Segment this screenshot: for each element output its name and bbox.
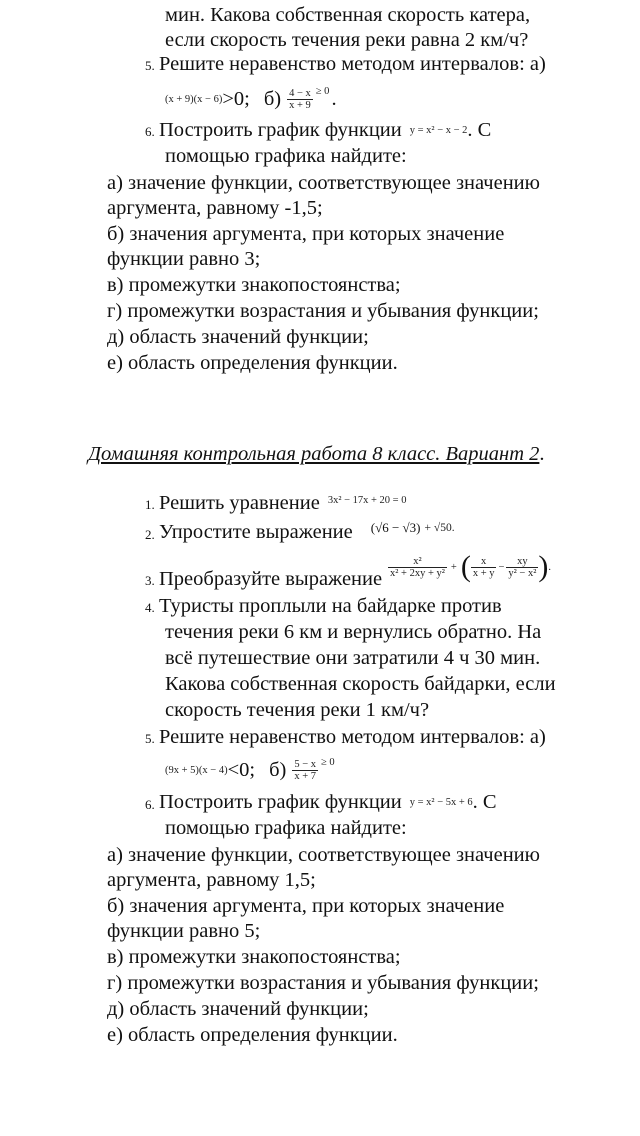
heading-text: Домашняя контрольная работа 8 класс. Вариант 2 xyxy=(88,443,540,465)
task-text: Упростите выражение xyxy=(159,521,353,543)
fraction-numerator: xy xyxy=(506,556,538,568)
fraction-numerator: x² xyxy=(388,556,447,568)
subtask-line: в) промежутки знакопостоянства; xyxy=(107,274,401,296)
minus-sign: − xyxy=(498,561,505,573)
inequality-b-relation: ≥ 0 xyxy=(315,85,330,97)
inequality-a-expression: (x + 9)(x − 6) xyxy=(165,93,223,105)
task4-line: мин. Какова собственная скорость катера, xyxy=(165,4,531,26)
subtask-line: функции равно 5; xyxy=(107,920,261,942)
task-number: 2. xyxy=(145,527,155,542)
task4-line: Какова собственная скорость байдарки, если xyxy=(165,673,556,695)
task4-line: течения реки 6 км и вернулись обратно. На xyxy=(165,621,542,643)
task-text-tail: . С xyxy=(472,791,497,813)
fraction-denominator: x + y xyxy=(472,567,495,579)
task4-line: Туристы проплыли на байдарке против xyxy=(159,595,502,617)
subtask-line: е) область определения функции. xyxy=(107,1024,398,1046)
section-heading xyxy=(88,441,545,467)
left-paren: ( xyxy=(460,550,471,583)
fraction-numerator: 4 − x xyxy=(289,87,311,99)
fraction-denominator: x + 9 xyxy=(289,99,311,111)
task-text: Построить график функции xyxy=(159,119,402,141)
task-text: Преобразуйте выражение xyxy=(159,568,383,590)
inequality-a-expression: (9x + 5)(x − 4) xyxy=(165,764,228,776)
function-formula: y = x² − 5x + 6 xyxy=(409,796,473,808)
subtask-line: а) значение функции, соответствующее значению xyxy=(107,172,540,194)
part-b-label: б) xyxy=(269,759,287,781)
task-number: 6. xyxy=(145,124,155,139)
fraction-denominator: x + 7 xyxy=(294,770,317,782)
task-text-tail: . С xyxy=(467,119,492,141)
inequality-a-relation: <0; xyxy=(227,759,256,781)
task-number: 5. xyxy=(145,58,155,73)
task-number: 3. xyxy=(145,573,155,588)
fraction-1 xyxy=(388,556,447,579)
right-paren: ) xyxy=(538,550,549,583)
task4-line: если скорость течения реки равна 2 км/ч? xyxy=(165,29,529,51)
task-number: 6. xyxy=(145,797,155,812)
equation: 3x² − 17x + 20 = 0 xyxy=(327,494,407,506)
task-text: Решите неравенство методом интервалов: а) xyxy=(159,53,546,75)
task-text: Построить график функции xyxy=(159,791,402,813)
subtask-line: функции равно 3; xyxy=(107,248,261,270)
task-text: Решите неравенство методом интервалов: а) xyxy=(159,726,546,748)
task-text: помощью графика найдите: xyxy=(165,145,407,167)
task4-line: скорость течения реки 1 км/ч? xyxy=(165,699,430,721)
plus-sign: + xyxy=(450,561,457,573)
inequality-end: . xyxy=(331,88,337,110)
subtask-line: аргумента, равному -1,5; xyxy=(107,197,323,219)
task6-first-line xyxy=(159,117,491,143)
task-number: 5. xyxy=(145,731,155,746)
expression-tail: + √50. xyxy=(424,522,455,534)
task-number: 1. xyxy=(145,497,155,512)
inequality-a-relation: >0; xyxy=(222,88,250,110)
fraction-numerator: x xyxy=(471,556,497,568)
rational-expression xyxy=(388,547,551,587)
fraction-denominator: x² + 2xy + y² xyxy=(390,567,445,579)
subtask-line: г) промежутки возрастания и убывания функции; xyxy=(107,300,539,322)
inequality-line xyxy=(165,754,335,786)
subtask-line: г) промежутки возрастания и убывания функции; xyxy=(107,972,539,994)
subtask-line: д) область значений функции; xyxy=(107,326,369,348)
task4-line: всё путешествие они затратили 4 ч 30 мин. xyxy=(165,647,541,669)
task6-first-line xyxy=(159,789,497,815)
inequality-line xyxy=(165,84,337,114)
expression-radicals: (√6 − √3) xyxy=(370,520,421,535)
subtask-line: д) область значений функции; xyxy=(107,998,369,1020)
task1-line xyxy=(159,490,406,516)
task2-line xyxy=(159,518,455,546)
subtask-line: б) значения аргумента, при которых значение xyxy=(107,895,505,917)
part-b-label: б) xyxy=(263,88,282,110)
subtask-line: а) значение функции, соответствующее значению xyxy=(107,844,540,866)
heading-end: . xyxy=(539,443,545,465)
task-number: 4. xyxy=(145,600,155,615)
fraction-3 xyxy=(506,556,538,579)
subtask-line: е) область определения функции. xyxy=(107,352,398,374)
subtask-line: в) промежутки знакопостоянства; xyxy=(107,946,401,968)
inequality-b-fraction xyxy=(292,759,318,782)
fraction-denominator: y² − x² xyxy=(508,567,537,579)
inequality-b-fraction xyxy=(287,88,313,111)
task-text: Решить уравнение xyxy=(159,492,320,514)
subtask-line: б) значения аргумента, при которых значение xyxy=(107,223,505,245)
inequality-b-relation: ≥ 0 xyxy=(321,756,335,768)
task-text: помощью графика найдите: xyxy=(165,817,407,839)
fraction-2 xyxy=(471,556,497,579)
fraction-numerator: 5 − x xyxy=(294,758,317,770)
subtask-line: аргумента, равному 1,5; xyxy=(107,869,316,891)
function-formula: y = x² − x − 2 xyxy=(409,124,468,136)
expression-end: . xyxy=(548,561,551,573)
